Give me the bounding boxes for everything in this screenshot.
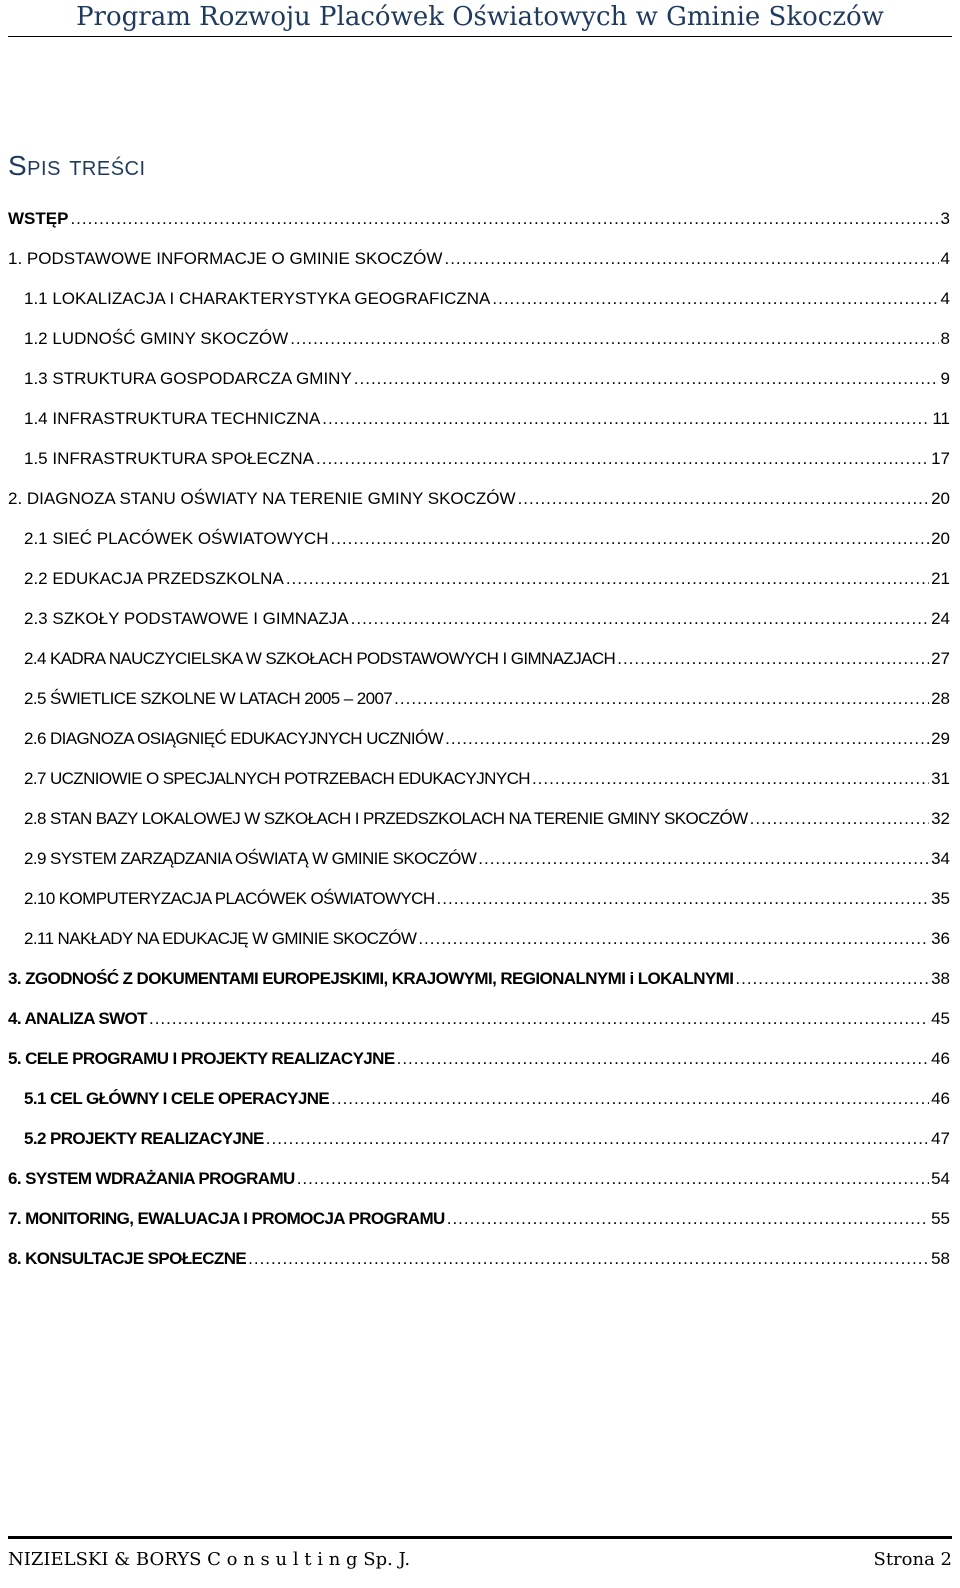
toc-entry-2-1[interactable] xyxy=(8,519,950,559)
toc-entry-title: 2.1 SIEĆ PLACÓWEK OŚWIATOWYCH xyxy=(24,529,329,548)
toc-entry-2-11[interactable] xyxy=(8,919,950,959)
toc-dot-leader xyxy=(316,449,929,469)
page-footer xyxy=(8,1544,952,1574)
toc-entry-page: 29 xyxy=(931,729,950,748)
toc-entry-title: 1.5 INFRASTRUKTURA SPOŁECZNA xyxy=(24,449,315,468)
toc-entry-2-7[interactable] xyxy=(8,759,950,799)
toc-dot-leader xyxy=(354,369,939,389)
toc-dot-leader xyxy=(351,609,929,629)
toc-entry-7[interactable] xyxy=(8,1199,950,1239)
toc-entry-title: 2.2 EDUKACJA PRZEDSZKOLNA xyxy=(24,569,284,588)
toc-entry-page: 47 xyxy=(931,1129,950,1148)
toc-entry-page: 17 xyxy=(931,449,950,468)
toc-dot-leader xyxy=(286,569,929,589)
toc-entry-title: 3. ZGODNOŚĆ Z DOKUMENTAMI EUROPEJSKIMI, KRAJOWYMI, REGIONALNYMI i LOKALNYMI xyxy=(8,969,734,988)
toc-entry-2-2[interactable] xyxy=(8,559,950,599)
toc-entry-2-5[interactable] xyxy=(8,679,950,719)
toc-dot-leader xyxy=(437,889,930,909)
toc-entry-page: 46 xyxy=(931,1049,950,1068)
toc-dot-leader xyxy=(750,809,929,829)
toc-entry-page: 58 xyxy=(931,1249,950,1268)
toc-entry-title: 2.3 SZKOŁY PODSTAWOWE I GIMNAZJA xyxy=(24,609,349,628)
toc-entry-title: 2.11 NAKŁADY NA EDUKACJĘ W GMINIE SKOCZÓW xyxy=(24,929,417,948)
toc-entry-3[interactable] xyxy=(8,959,950,999)
toc-entry-6[interactable] xyxy=(8,1159,950,1199)
toc-entry-title: 5. CELE PROGRAMU I PROJEKTY REALIZACYJNE xyxy=(8,1049,395,1068)
toc-entry-page: 27 xyxy=(931,649,950,668)
toc-entry-title: 2. DIAGNOZA STANU OŚWIATY NA TERENIE GMINY SKOCZÓW xyxy=(8,489,516,508)
toc-entry-page: 3 xyxy=(940,209,950,228)
toc-dot-leader xyxy=(330,529,929,549)
toc-entry-page: 20 xyxy=(931,529,950,548)
toc-entry-page: 32 xyxy=(931,809,950,828)
toc-entry-page: 34 xyxy=(931,849,950,868)
toc-entry-page: 46 xyxy=(931,1089,950,1108)
toc-entry-title: 2.5 ŚWIETLICE SZKOLNE W LATACH 2005 – 2007 xyxy=(24,689,393,708)
toc-entry-8[interactable] xyxy=(8,1239,950,1279)
toc-entry-page: 28 xyxy=(931,689,950,708)
toc-entry-page: 45 xyxy=(931,1009,950,1028)
toc-dot-leader xyxy=(445,729,929,749)
toc-entry-page: 55 xyxy=(931,1209,950,1228)
toc-entry-title: 1.3 STRUKTURA GOSPODARCZA GMINY xyxy=(24,369,352,388)
toc-entry-page: 21 xyxy=(931,569,950,588)
toc-entry-2-8[interactable] xyxy=(8,799,950,839)
toc-entry-2-10[interactable] xyxy=(8,879,950,919)
toc-dot-leader xyxy=(478,849,929,869)
toc-entry-page: 20 xyxy=(931,489,950,508)
toc-entry-title: 4. ANALIZA SWOT xyxy=(8,1009,147,1028)
toc-dot-leader xyxy=(617,649,929,669)
toc-entry-title: 1. PODSTAWOWE INFORMACJE O GMINIE SKOCZÓW xyxy=(8,249,443,268)
toc-dot-leader xyxy=(331,1089,929,1109)
toc-entry-title: 7. MONITORING, EWALUACJA I PROMOCJA PROGRAMU xyxy=(8,1209,445,1228)
toc-entry-title: 2.6 DIAGNOZA OSIĄGNIĘĆ EDUKACYJNYCH UCZNIÓW xyxy=(24,729,444,748)
toc-dot-leader xyxy=(248,1249,929,1269)
toc-dot-leader xyxy=(444,249,938,269)
toc-entry-2-3[interactable] xyxy=(8,599,950,639)
toc-dot-leader xyxy=(70,209,938,229)
toc-entry-page: 8 xyxy=(940,329,950,348)
toc-entry-wstep[interactable] xyxy=(8,199,950,239)
toc-dot-leader xyxy=(297,1169,929,1189)
toc-entry-title: 2.8 STAN BAZY LOKALOWEJ W SZKOŁACH I PRZEDSZKOLACH NA TERENIE GMINY SKOCZÓW xyxy=(24,809,748,828)
toc-entry-1-4[interactable] xyxy=(8,399,950,439)
toc-entry-title: 1.2 LUDNOŚĆ GMINY SKOCZÓW xyxy=(24,329,289,348)
toc-entry-1-2[interactable] xyxy=(8,319,950,359)
toc-entry-title: 5.1 CEL GŁÓWNY I CELE OPERACYJNE xyxy=(24,1089,330,1108)
running-header: Program Rozwoju Placówek Oświatowych w Gminie Skoczów xyxy=(8,0,952,37)
toc-dot-leader xyxy=(149,1009,929,1029)
toc-entry-page: 4 xyxy=(940,289,950,308)
footer-page-number: Strona 2 xyxy=(873,1548,952,1570)
toc-entry-page: 38 xyxy=(931,969,950,988)
toc-entry-title: 2.10 KOMPUTERYZACJA PLACÓWEK OŚWIATOWYCH xyxy=(24,889,435,908)
toc-entry-page: 11 xyxy=(932,409,950,428)
toc-dot-leader xyxy=(492,289,938,309)
toc-entry-1-3[interactable] xyxy=(8,359,950,399)
toc-entry-1[interactable] xyxy=(8,239,950,279)
toc-dot-leader xyxy=(418,929,929,949)
toc-entry-title: 1.4 INFRASTRUKTURA TECHNICZNA xyxy=(24,409,321,428)
toc-entry-title: 2.7 UCZNIOWIE O SPECJALNYCH POTRZEBACH EDUKACYJNYCH xyxy=(24,769,530,788)
toc-entry-page: 36 xyxy=(931,929,950,948)
toc-entry-page: 24 xyxy=(931,609,950,628)
toc-dot-leader xyxy=(447,1209,929,1229)
toc-entry-2-4[interactable] xyxy=(8,639,950,679)
toc-entry-page: 9 xyxy=(940,369,950,388)
toc-dot-leader xyxy=(518,489,930,509)
toc-entry-5[interactable] xyxy=(8,1039,950,1079)
footer-company: NIZIELSKI & BORYS C o n s u l t i n g Sp. J. xyxy=(8,1548,411,1570)
toc-entry-title: 5.2 PROJEKTY REALIZACYJNE xyxy=(24,1129,264,1148)
toc-entry-page: 4 xyxy=(940,249,950,268)
toc-heading: Spis treści xyxy=(8,150,146,181)
table-of-contents xyxy=(8,199,950,1279)
toc-entry-5-1[interactable] xyxy=(8,1079,950,1119)
toc-entry-page: 54 xyxy=(931,1169,950,1188)
toc-entry-page: 35 xyxy=(931,889,950,908)
toc-dot-leader xyxy=(532,769,929,789)
toc-entry-title: WSTĘP xyxy=(8,209,69,228)
toc-dot-leader xyxy=(397,1049,929,1069)
toc-entry-page: 31 xyxy=(931,769,950,788)
toc-entry-title: 2.9 SYSTEM ZARZĄDZANIA OŚWIATĄ W GMINIE SKOCZÓW xyxy=(24,849,477,868)
toc-entry-title: 6. SYSTEM WDRAŻANIA PROGRAMU xyxy=(8,1169,295,1188)
toc-entry-1-5[interactable] xyxy=(8,439,950,479)
toc-entry-5-2[interactable] xyxy=(8,1119,950,1159)
toc-entry-title: 2.4 KADRA NAUCZYCIELSKA W SZKOŁACH PODSTAWOWYCH I GIMNAZJACH xyxy=(24,649,616,668)
toc-entry-1-1[interactable] xyxy=(8,279,950,319)
toc-dot-leader xyxy=(394,689,929,709)
footer-rule xyxy=(8,1536,952,1539)
toc-entry-4[interactable] xyxy=(8,999,950,1039)
toc-dot-leader xyxy=(735,969,929,989)
toc-entry-title: 1.1 LOKALIZACJA I CHARAKTERYSTYKA GEOGRAFICZNA xyxy=(24,289,491,308)
toc-dot-leader xyxy=(266,1129,929,1149)
toc-dot-leader xyxy=(290,329,938,349)
toc-entry-2[interactable] xyxy=(8,479,950,519)
toc-dot-leader xyxy=(322,409,930,429)
toc-entry-2-9[interactable] xyxy=(8,839,950,879)
toc-entry-title: 8. KONSULTACJE SPOŁECZNE xyxy=(8,1249,247,1268)
toc-entry-2-6[interactable] xyxy=(8,719,950,759)
